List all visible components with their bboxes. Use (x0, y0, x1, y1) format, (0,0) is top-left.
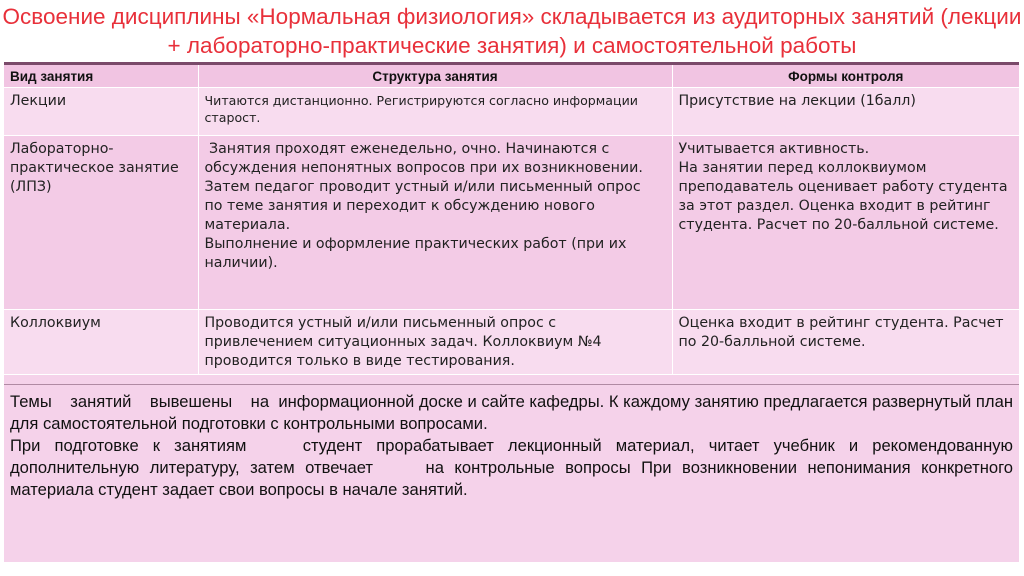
cell-control-text: На занятии перед коллоквиумом преподаватель оценивает работу студента за этот раздел. Оценка входит в рейтинг студента. Расчет по 20-балльной системе. (678, 160, 1008, 233)
header-type: Вид занятия (4, 65, 198, 88)
cell-control: Присутствие на лекции (1балл) (672, 88, 1019, 136)
cell-structure-text: Выполнение и оформление практических работ (при их наличии). (204, 236, 627, 271)
header-control: Формы контроля (672, 65, 1019, 88)
header-structure: Структура занятия (198, 65, 672, 88)
cell-type: Лабораторно-практическое занятие (ЛПЗ) (4, 136, 198, 310)
table-header-row (4, 65, 1019, 88)
cell-control (672, 136, 1019, 310)
cell-control-text: Учитывается активность. (678, 141, 870, 157)
table-row (4, 88, 1019, 136)
note-paragraph: При подготовке к занятиям студент прорабатывает лекционный материал, читает учебник и рекомендованную дополнительную литературу, затем отвечает на контрольные вопросы При возникновении непонимания конкретного материала студент задает свои вопросы в начале занятий. (10, 436, 1018, 499)
note-paragraph: Темы занятий вывешены на информационной доске и сайте кафедры. К каждому занятию предлагается развернутый план для самостоятельной подготовки с контрольными вопросами. (10, 392, 1018, 433)
cell-structure (198, 136, 672, 310)
table-row (4, 310, 1019, 375)
table-row (4, 136, 1019, 310)
cell-type: Лекции (4, 88, 198, 136)
slide-title: Освоение дисциплины «Нормальная физиология» складывается из аудиторных занятий (лекции + лабораторно-практические занятия) и самостоятельной работы (2, 4, 1022, 58)
cell-structure: Проводится устный и/или письменный опрос с привлечением ситуационных задач. Коллоквиум №4 проводится только в виде тестирования. (198, 310, 672, 375)
cell-control: Оценка входит в рейтинг студента. Расчет по 20-балльной системе. (672, 310, 1019, 375)
notes-block (4, 384, 1019, 562)
cell-structure: Читаются дистанционно. Регистрируются согласно информации старост. (198, 88, 672, 136)
cell-type: Коллоквиум (4, 310, 198, 375)
cell-structure-text: Занятия проходят еженедельно, очно. Начинаются с обсуждения непонятных вопросов при их возникновении. Затем педагог проводит устный и/или письменный опрос по теме занятия и переходит к обсуждению нового материала. (204, 141, 655, 233)
